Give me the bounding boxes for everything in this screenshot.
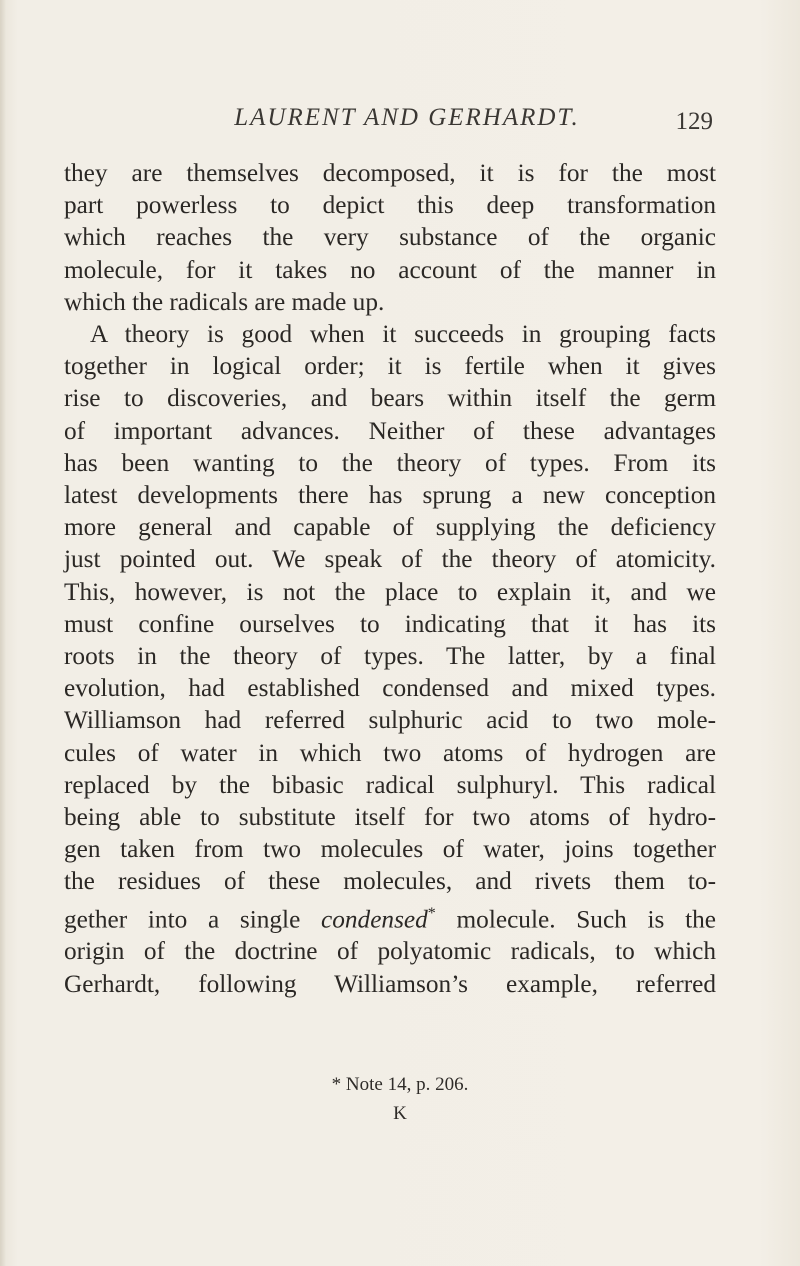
text-line: more general and capable of supplying the deficiency [64,513,716,542]
text-line: just pointed out. We speak of the theory of atomicity. [64,545,716,574]
text-line: the residues of these molecules, and rivets them to- [64,867,716,896]
body-text [64,157,716,1000]
running-head: LAURENT AND GERHARDT. [234,104,580,131]
text-line: part powerless to depict this deep transformation [64,191,716,220]
text-fragment: molecule. Such is the [456,905,717,934]
text-line: A theory is good when it succeeds in grouping facts [90,320,716,349]
signature-mark: K [393,1103,407,1124]
emphasis-condensed: condensed [321,905,428,934]
text-line: they are themselves decomposed, it is for the most [64,159,716,187]
text-fragment: gether into a single [64,905,301,934]
text-line: being able to substitute itself for two atoms of hydro- [64,803,716,832]
text-line: Gerhardt, following Williamson’s example, referred [64,969,716,998]
text-line: cules of water in which two atoms of hydrogen are [64,738,716,767]
page-header [0,104,800,144]
text-line: has been wanting to the theory of types. From its [64,448,716,477]
text-line: which reaches the very substance of the organic [64,223,716,252]
page-number: 129 [675,108,713,135]
text-line: of important advances. Neither of these advantages [64,416,716,445]
text-line: gen taken from two molecules of water, joins together [64,835,716,864]
text-line: molecule, for it takes no account of the manner in [64,255,716,284]
footnote-mark: * [427,904,436,922]
text-line: This, however, is not the place to explain it, and we [64,577,716,606]
text-line: origin of the doctrine of polyatomic radicals, to which [64,937,716,966]
text-line: latest developments there has sprung a new conception [64,481,716,510]
text-line: together in logical order; it is fertile when it gives [64,352,716,381]
text-line-condensed [64,898,716,936]
text-line: evolution, had established condensed and mixed types. [64,674,716,703]
text-line: rise to discoveries, and bears within itself the germ [64,384,716,413]
footnote: * Note 14, p. 206. [331,1074,469,1095]
text-line: replaced by the bibasic radical sulphuryl. This radical [64,770,716,799]
text-line: must confine ourselves to indicating that it has its [64,609,716,638]
text-line: Williamson had referred sulphuric acid to two mole- [64,706,716,735]
text-line: which the radicals are made up. [64,287,385,316]
text-line: roots in the theory of types. The latter, by a final [64,642,716,671]
